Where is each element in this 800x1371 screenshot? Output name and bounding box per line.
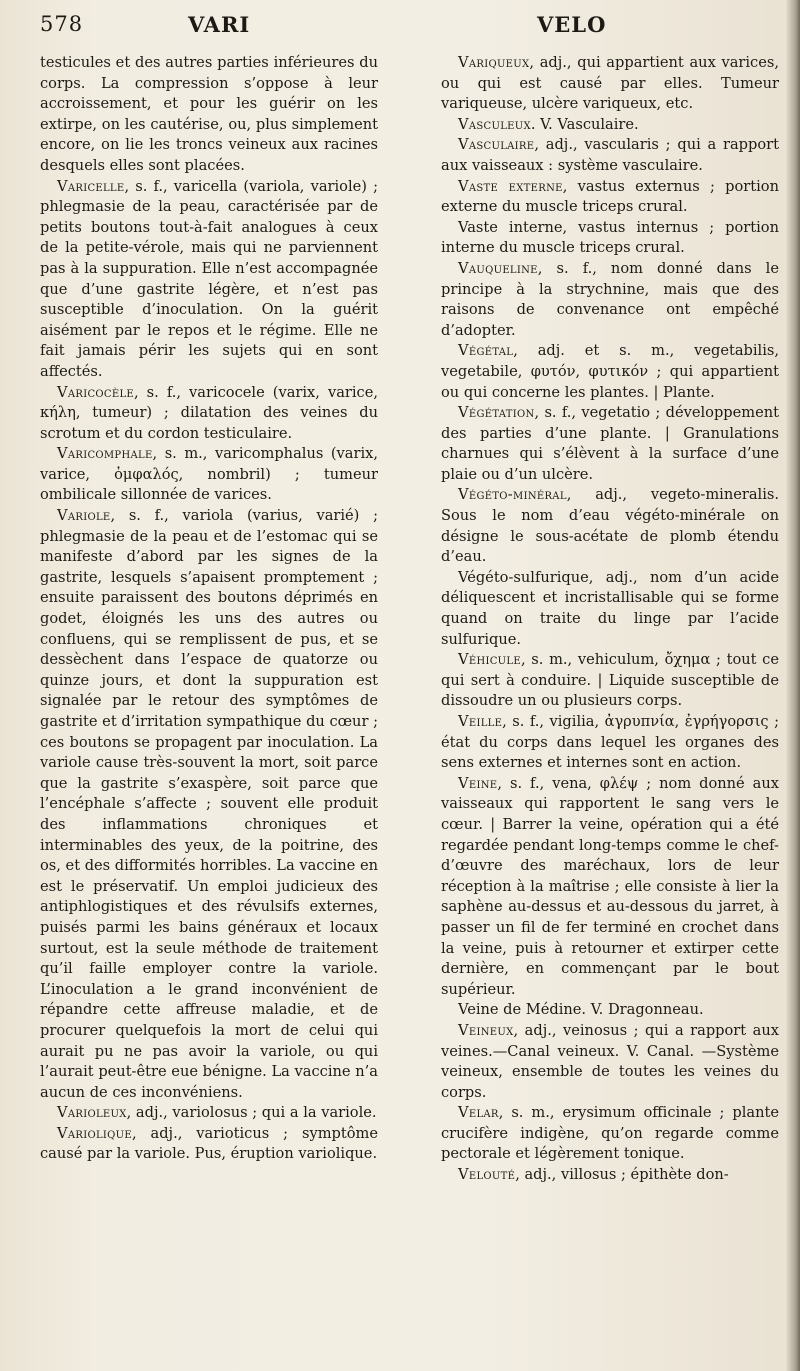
entry-headword: Végéto-minéral [458,486,567,504]
dictionary-entry [40,383,378,445]
dictionary-entry [441,1021,779,1103]
dictionary-entry [40,1103,378,1124]
dictionary-entry [441,218,779,259]
entry-headword: Vauqueline [458,259,538,277]
entry-headword: Vaste externe [458,177,563,195]
entry-text: , adj. et s. m., vegetabilis, vegetabile, φυτόν, φυτικόν ; qui appartient ou qui concerne les plantes. | Plante. [441,342,779,401]
dictionary-entry [441,135,779,176]
entry-text: , s. m., varicomphalus (varix, varice, ὀμφαλός, nombril) ; tumeur ombilicale sillonnée de varices. [40,445,378,504]
entry-headword: Varioleux [57,1104,127,1122]
dictionary-entry [441,1103,779,1165]
entry-text: Vaste interne, vastus internus ; portion interne du muscle triceps crural. [441,218,779,257]
entry-text: , s. f., variola (varius, varié) ; phlegmasie de la peau et de l’estomac qui se manifeste d’abord par les signes de la gastrite, lesquels s’apaisent promptement ; ensuite paraissent des boutons déprimés en godet, éloignés les uns des autres ou confluens, qui se remplissent de pus, et se dessèchent dans l’espace de quatorze ou quinze jours, et dont la suppuration est signalée par le retour des symptômes de gastrite et d’irritation sympathique du cœur ; ces boutons se propagent par inoculation. La variole cause très-souvent la mort, soit parce que la gastrite s’exaspère, soit parce que l’encéphale s’affecte ; souvent elle produit des inflammations chroniques et interminables des yeux, de la poitrine, des os, et des difformités horribles. La vaccine en est le préservatif. Un emploi judicieux des antiphlogistiques et des révulsifs externes, puisés parmi les bains généraux et locaux surtout, est la seule méthode de traitement qu’il faille employer contre la variole. L’inoculation a le grand inconvénient de répandre cette affreuse maladie, et de procurer quelquefois la mort de celui qui aurait pu ne pas avoir la variole, ou qui l’aurait peut-être eue bénigne. La vaccine n’a aucun de ces inconvéniens. [40,507,378,1101]
entry-headword: Varicelle [57,177,125,195]
entry-text: , s. f., varicella (variola, variole) ; phlegmasie de la peau, caractérisée par de petits boutons tout-à-fait analogues à ceux de la petite-vérole, mais qui ne parviennent pas à la suppuration. Elle n’est accompagnée que d’une gastrite légère, et n’est pas susceptible d’inoculation. On la guérit aisément par le repos et le régime. Elle ne fait jamais périr les sujets qui en sont affectés. [40,177,378,380]
entry-text: , s. f., nom donné dans le principe à la strychnine, mais que des raisons de convenance ont empêché d’adopter. [441,259,779,339]
entry-text: , adj., vegeto-mineralis. Sous le nom d’eau végéto-minérale on désigne le sous-acétate de plomb étendu d’eau. [441,486,779,566]
entry-headword: Velar [458,1104,499,1122]
entry-headword: Véhicule [458,651,521,669]
entry-headword: Veineux [458,1021,514,1039]
entry-headword: Variolique [57,1124,132,1142]
page-number: 578 [40,12,84,36]
dictionary-entry [441,1000,779,1021]
entry-headword: Végétal [458,342,514,360]
dictionary-entry [441,568,779,650]
dictionary-entry [40,444,378,506]
dictionary-entry [441,259,779,341]
dictionary-entry [441,115,779,136]
dictionary-entry [441,403,779,485]
dictionary-entry [441,650,779,712]
entry-headword: Vasculaire [458,136,535,154]
entry-headword: Veille [458,713,503,730]
dictionary-entry [441,712,779,774]
entry-headword: Velouté [458,1166,516,1184]
entry-headword: Varicomphale [57,445,153,463]
entry-headword: Varicocèle [57,383,134,401]
entry-text: , s. f., vigilia, ἀγρυπνία, ἐγρήγορσις ; état du corps dans lequel les organes des sens externes et internes sont en action. [441,713,779,772]
entry-headword: Variole [57,507,111,525]
entry-text: , adj., veinosus ; qui a rapport aux veines.—Canal veineux. V. Canal. —Système veineux, ensemble de toutes les veines du corps. [441,1021,779,1101]
entry-text: . V. Vasculaire. [530,115,639,133]
dictionary-entry [40,1124,378,1165]
dictionary-entry [441,774,779,1001]
dictionary-entry [40,506,378,1103]
entry-headword: Végétation [458,404,535,422]
dictionary-entry [441,53,779,115]
entry-text: , adj., variolosus ; qui a la variole. [126,1104,377,1122]
dictionary-entry [40,177,378,383]
dictionary-entry [441,485,779,567]
entry-text: Veine de Médine. V. Dragonneau. [458,1001,704,1019]
entry-text: , adj., villosus ; épithète don- [515,1166,729,1184]
entry-text: , s. f., vegetatio ; développement des parties d’une plante. | Granulations charnues qui s’élèvent à la surface d’une plaie ou d’un ulcère. [441,404,779,483]
entry-headword: Vasculeux [458,115,531,133]
entry-text: , adj., vascularis ; qui a rapport aux vaisseaux : système vasculaire. [441,136,779,174]
entry-text: , adj., varioticus ; symptôme causé par la variole. Pus, éruption variolique. [40,1124,378,1163]
entry-text: , vastus externus ; portion externe du muscle triceps crural. [441,177,779,216]
dictionary-entry [441,341,779,403]
dictionary-entry [441,177,779,218]
running-head-right: VELO [537,12,607,37]
entry-text: testicules et des autres parties inférieures du corps. La compression s’oppose à leur accroissement, et pour les guérir on les extirpe, on les cautérise, ou, plus simplement encore, on lie les troncs veineux aux racines desquels elles sont placées. [40,54,378,174]
entry-text: , s. f., vena, φλέψ ; nom donné aux vaisseaux qui rapportent le sang vers le cœur. | Barrer la veine, opération qui a été regardée pendant long-temps comme le chef-d’œuvre des maréchaux, lors de leur réception à la maîtrise ; elle consiste à lier la saphène au-dessus et au-dessous du jarret, à passer un fil de fer terminé en crochet dans la veine, puis à retourner et extirper cette dernière, en commençant par le bout supérieur. [441,774,779,998]
entry-text: , s. f., varicocele (varix, varice, κήλη, tumeur) ; dilatation des veines du scrotum et du cordon testiculaire. [40,383,378,442]
left-column [40,53,378,1165]
entry-text: , s. m., vehiculum, ὄχημα ; tout ce qui sert à conduire. | Liquide susceptible de dissoudre un ou plusieurs corps. [441,651,779,710]
entry-headword: Veine [458,774,498,792]
dictionary-entry [441,1165,779,1186]
right-column [441,53,779,1186]
running-head-left: VARI [188,12,251,37]
entry-headword: Variqueux [458,54,530,71]
page-edge-shadow [786,0,800,1371]
entry-text: , s. m., erysimum officinale ; plante crucifère indigène, qu’on regarde comme pectorale et légèrement tonique. [441,1104,779,1163]
dictionary-entry [40,53,378,177]
entry-text: Végéto-sulfurique, adj., nom d’un acide déliquescent et incristallisable qui se forme quand on traite du linge par l’acide sulfurique. [441,568,779,648]
entry-text: , adj., qui appartient aux varices, ou qui est causé par elles. Tumeur variqueuse, ulcère variqueux, etc. [441,54,779,113]
